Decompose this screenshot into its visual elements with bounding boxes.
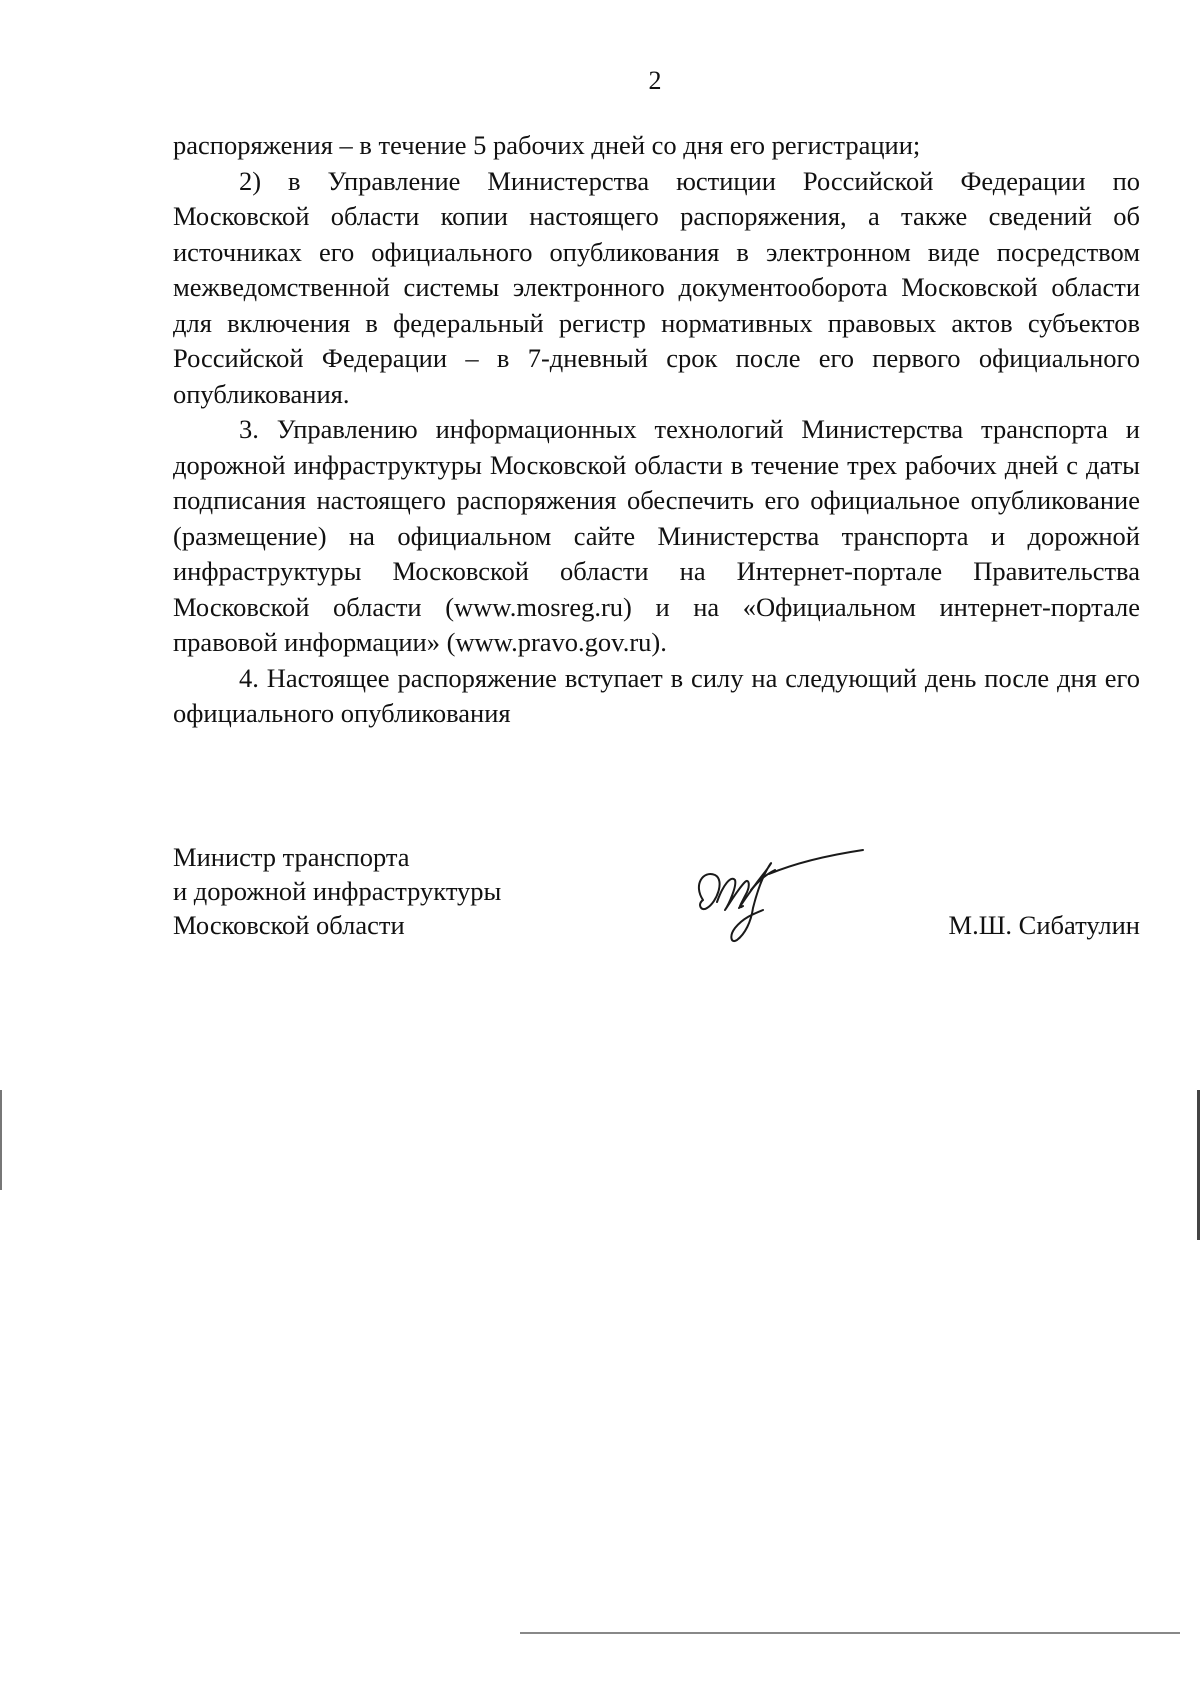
signature-block [173, 840, 1140, 960]
handwritten-signature-icon [673, 830, 873, 960]
paragraph-item-4: 4. Настоящее распоряжение вступает в силу на следующий день после дня его официального опубликования [173, 662, 1140, 728]
paragraph-continuation: распоряжения – в течение 5 рабочих дней со дня его регистрации; [173, 130, 921, 160]
document-body [173, 128, 1140, 732]
signatory-title-line: и дорожной инфраструктуры [173, 876, 502, 906]
paragraph-item-3: 3. Управлению информационных технологий Министерства транспорта и дорожной инфраструктуры Московской области в течение трех рабочих дней с даты подписания настоящего распоряжения обеспечить его официальное опубликование (размещение) на официальном сайте Министерства транспорта и дорожной инфраструктуры Московской области на Интернет-портале Правительства Московской области (www.mosreg.ru) и на «Официальном интернет-портале правовой информации» (www.pravo.gov.ru). [173, 414, 1140, 657]
scan-bottom-line [520, 1632, 1180, 1634]
page-number: 2 [648, 66, 662, 95]
signatory-title-line: Министр транспорта [173, 842, 410, 872]
signatory-title-line: Московской области [173, 910, 405, 940]
signatory-name: М.Ш. Сибатулин [948, 910, 1140, 940]
scan-edge-mark [0, 1090, 2, 1190]
signatory-title [173, 840, 501, 942]
paragraph-item-2: 2) в Управление Министерства юстиции Российской Федерации по Московской области копии настоящего распоряжения, а также сведений об источниках его официального опубликования в электронном виде посредством межведомственной системы электронного документооборота Московской области для включения в федеральный регистр нормативных правовых актов субъектов Российской Федерации – в 7-дневный срок после его первого официального опубликования. [173, 165, 1140, 409]
